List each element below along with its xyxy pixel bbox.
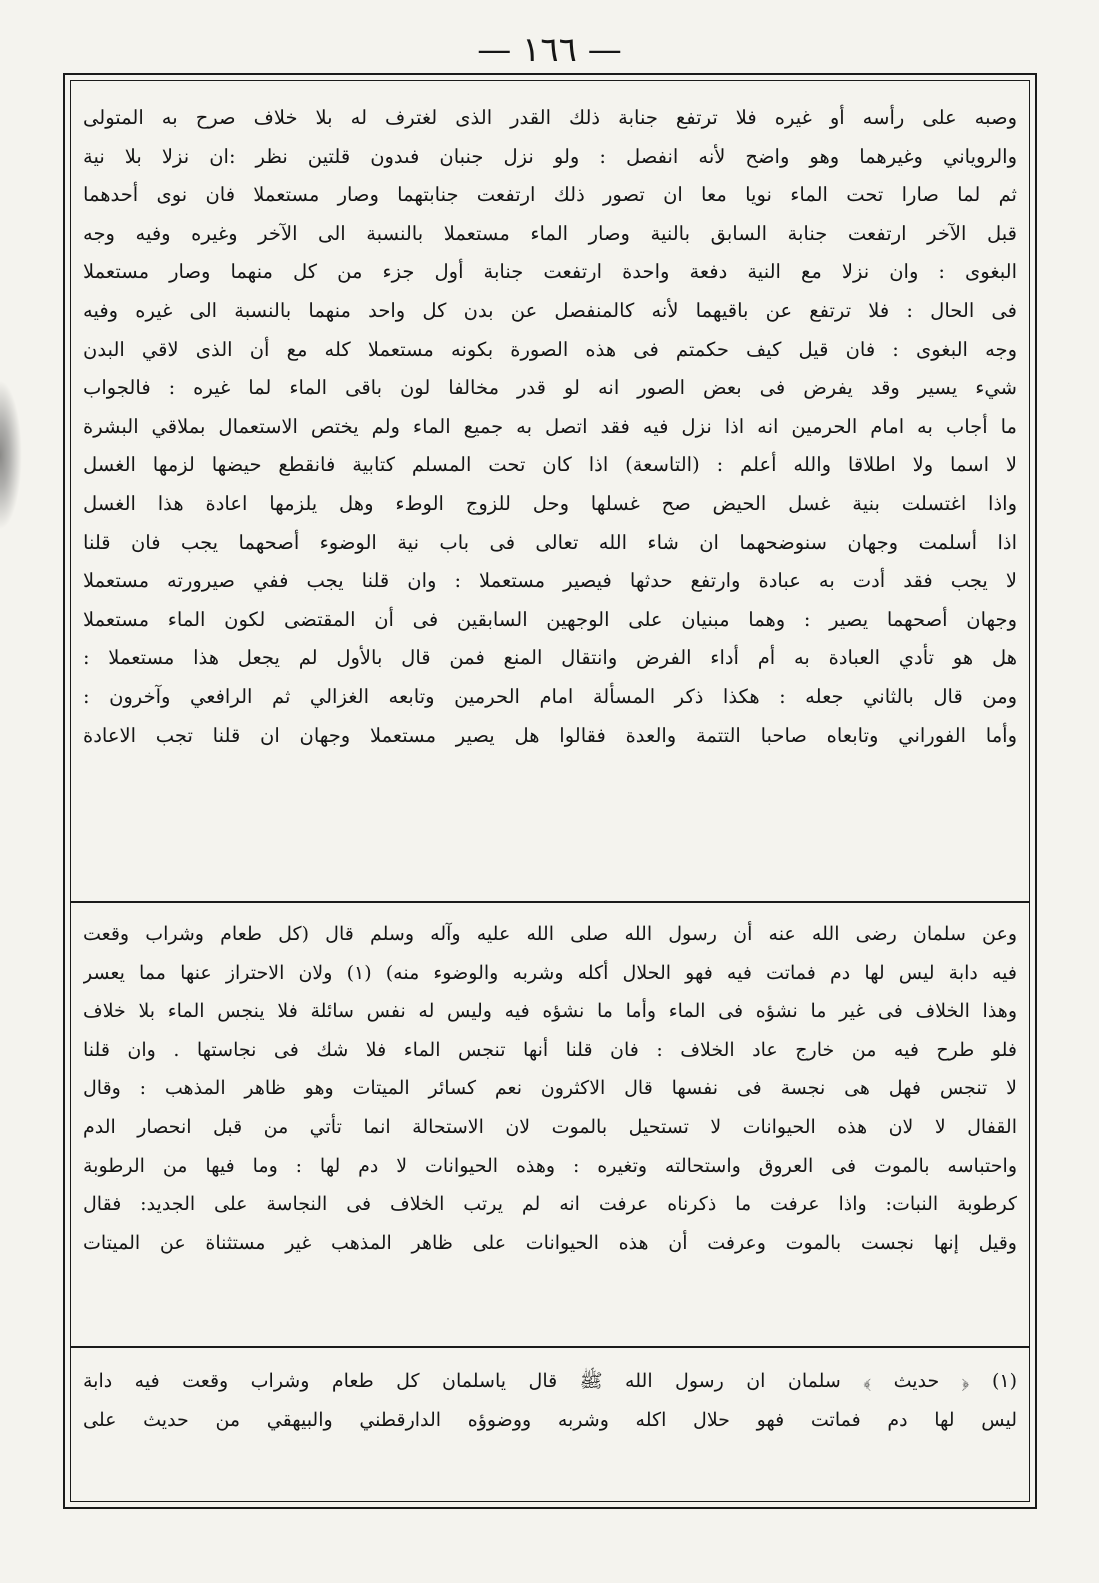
lower-text-line: واحتباسه بالموت فى العروق واستحالته وتغيره : وهذه الحيوانات لا دم لها : وما فيها من الرطوبة <box>83 1154 1017 1177</box>
footnote <box>83 1362 1017 1439</box>
main-text-line: وأما الفوراني وتابعاه صاحبا التتمة والعدة فقالوا هل يصير مستعملا وجهان ان قلنا تجب الاعادة <box>83 723 1017 747</box>
lower-text-line: فيه دابة ليس لها دم فماتت فيه فهو الحلال أكله وشربه والوضوء منه) (١) ولان الاحتراز عنها مما يعسر <box>83 961 1017 984</box>
main-text-line: واذا اغتسلت بنية غسل الحيض صح غسلها وحل للزوج الوطء وهل يلزمها اعادة هذا الغسل <box>83 491 1017 515</box>
lower-text-line: وقيل إنها نجست بالموت وعرفت أن هذه الحيوانات على ظاهر المذهب غير مستثناة عن الميتات <box>83 1231 1017 1254</box>
main-text-line: لا اسما ولا اطلاقا والله أعلم : (التاسعة) اذا كان تحت المسلم كتابية فانقطع حيضها لزمها الغسل <box>83 453 1017 477</box>
main-text-line: البغوى : وان نزلا مع النية دفعة واحدة ارتفعت جنابة أول جزء من كل منهما وصار مستعملا <box>83 260 1017 284</box>
main-text-line: فى الحال : فلا ترتفع عن باقيهما لأنه كالمنفصل عن بدن كل واحد منهما بالنسبة الى غيره وفيه <box>83 298 1017 322</box>
lower-text <box>83 915 1017 1262</box>
main-text-line: وجه البغوى : فان قيل كيف حكمتم فى هذه الصورة بكونه مستعملا كله مع أن الذى لاقي البدن <box>83 337 1017 361</box>
main-text-line: قبل الآخر ارتفعت جنابة السابق بالنية وصار الماء مستعملا بالنسبة الى الآخر وغيره وفيه وجه <box>83 221 1017 245</box>
main-text-line: ما أجاب به امام الحرمين انه اذا نزل فيه فقد اتصل به جميع الماء ولم يختص الاستعمال بملاقي البشرة <box>83 414 1017 438</box>
footnote-divider <box>71 1346 1029 1348</box>
scan-edge-mark <box>0 380 22 530</box>
main-text-line: هل هو تأدي العبادة به أم أداء الفرض وانتقال المنع فمن قال بالأول لم يجعل هذا مستعملا : <box>83 646 1017 670</box>
main-text-line: والروياني وغيرهما وهو واضح لأنه انفصل : ولو نزل جنبان فىدون قلتين نظر :ان نزلا بلا نية <box>83 144 1017 168</box>
lower-text-line: وهذا الخلاف فى غير ما نشؤه فى الماء وأما ما نشؤه فيه وليس له نفس سائلة فلا ينجس الماء بلا خلاف <box>83 1000 1017 1023</box>
lower-text-line: فلو طرح فيه من خارج عاد الخلاف : فان قلنا أنها تنجس الماء فلا شك فى نجاستها . وان قلنا <box>83 1038 1017 1061</box>
main-text-line: وصبه على رأسه أو غيره فلا ترتفع جنابة ذلك القدر الذى لغترف له بلا خلاف صرح به المتولى <box>83 106 1017 129</box>
main-text-line: اذا أسلمت وجهان سنوضحهما ان شاء الله تعالى فى باب نية الوضوء أصحهما يجب فان قلنا <box>83 530 1017 554</box>
main-text-line: وجهان أصحهما يصير : وهما مبنيان على الوجهين السابقين فى أن المقتضى لكون الماء مستعملا <box>83 607 1017 631</box>
lower-text-line: لا تنجس فهل هى نجسة فى نفسها قال الاكثرون نعم كسائر الميتات وهو ظاهر المذهب : وقال <box>83 1077 1017 1100</box>
lower-text-line: القفال لا لان هذه الحيوانات لا تستحيل بالموت لان الاستحالة انما تأتي من قبل انحصار الدم <box>83 1115 1017 1138</box>
section-divider <box>71 901 1029 903</box>
main-text-line: ومن قال بالثاني جعله : هكذا ذكر المسألة امام الحرمين وتابعه الغزالي ثم الرافعي وآخرون : <box>83 684 1017 708</box>
main-text-line: ثم لما صارا تحت الماء نويا معا ان تصور ذلك ارتفعت جنابتهما وصار مستعملا فان نوى أحدهما <box>83 183 1017 207</box>
main-text <box>83 99 1017 755</box>
main-text-line: لا يجب فقد أدت به عبادة وارتفع حدثها فيصير مستعملا : وان قلنا يجب ففي صيرورته مستعملا <box>83 569 1017 593</box>
footnote-line: ليس لها دم فماتت فهو حلال اكله وشربه ووضوؤه الدارقطني والبيهقي من حديث على <box>83 1408 1017 1431</box>
lower-text-line: وعن سلمان رضى الله عنه أن رسول الله صلى الله عليه وآله وسلم قال (كل طعام وشراب وقعت <box>83 923 1017 945</box>
page-number: — ١٦٦ — <box>477 30 622 70</box>
footnote-line: (١) ﴿ حديث ﴾ سلمان ان رسول الله ﷺ قال ياسلمان كل طعام وشراب وقعت فيه دابة <box>83 1370 1017 1392</box>
lower-text-line: كرطوبة النبات: واذا عرفت ما ذكرناه عرفت انه لم يرتب الخلاف فى النجاسة على الجديد: فقال <box>83 1193 1017 1216</box>
page-frame <box>63 73 1037 1509</box>
main-text-line: شيء يسير وقد يفرض فى بعض الصور انه لو قدر مخالفا لون باقى الماء لما غيره : فالجواب <box>83 376 1017 400</box>
